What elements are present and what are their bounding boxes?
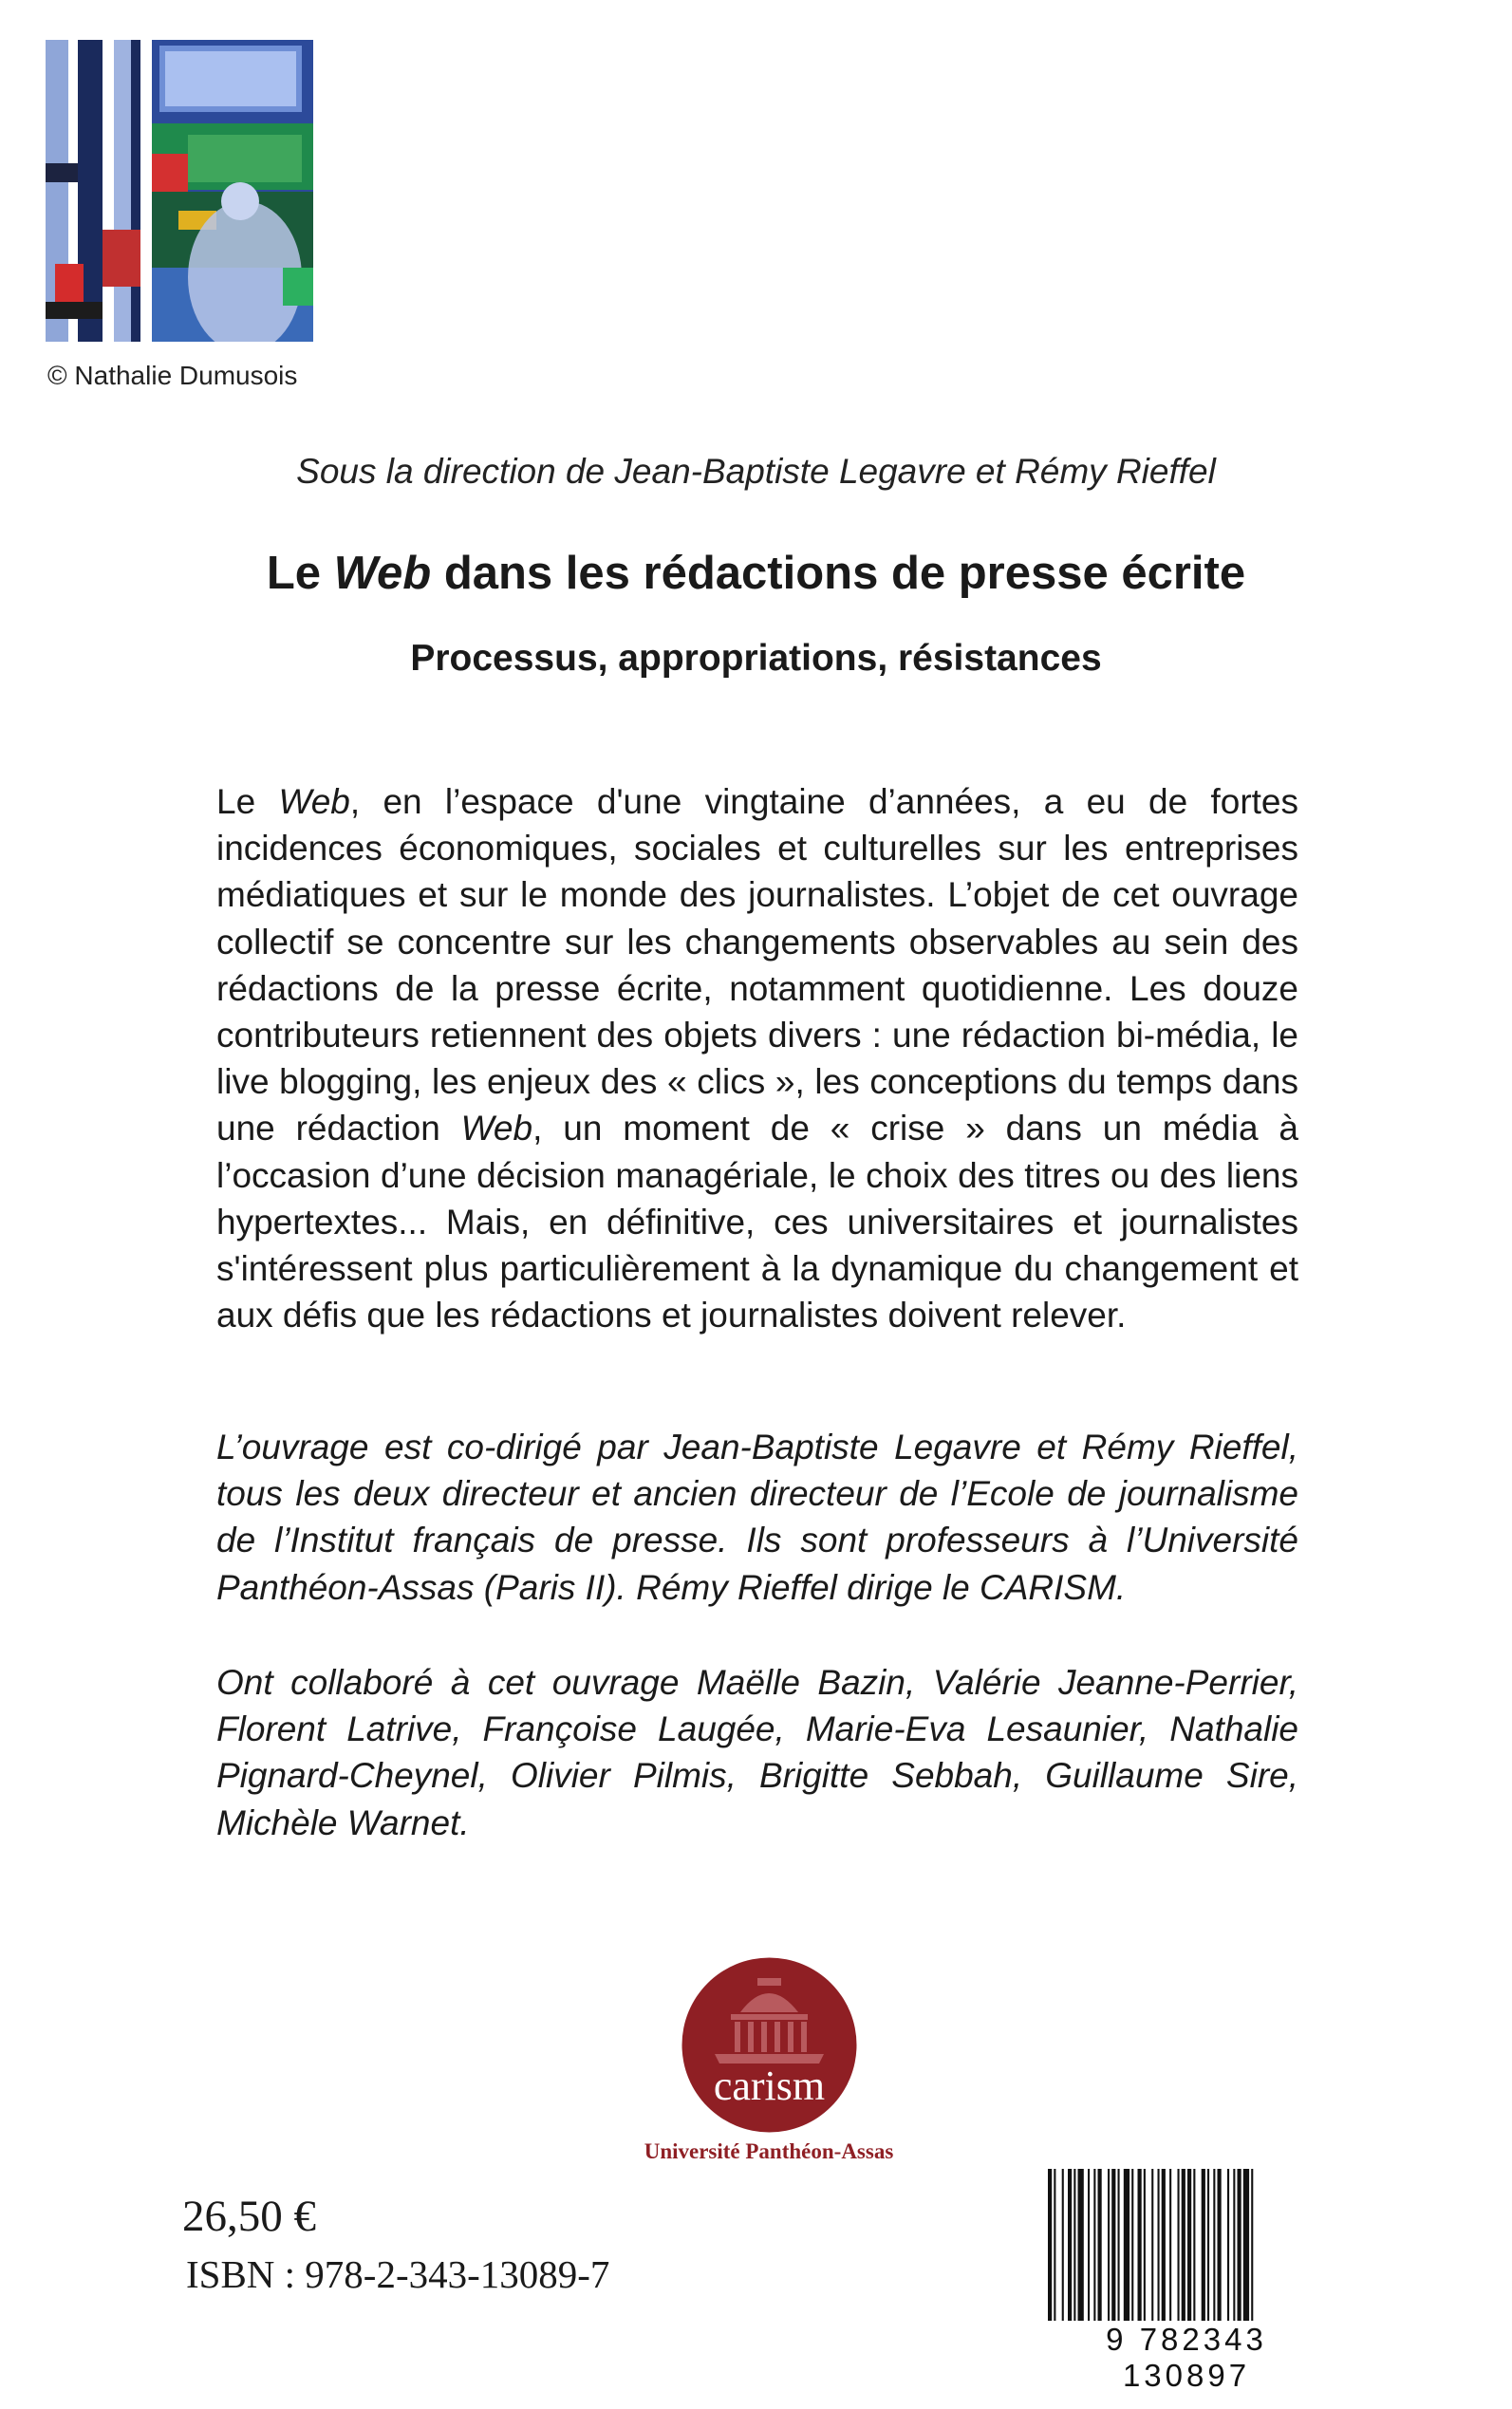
cover-artwork bbox=[46, 40, 313, 342]
barcode-bar bbox=[1108, 2169, 1110, 2321]
barcode-bar bbox=[1093, 2169, 1095, 2321]
barcode-bar bbox=[1124, 2169, 1129, 2321]
barcode-digits: 9 782343 130897 bbox=[1106, 2322, 1267, 2393]
barcode-bar bbox=[1062, 2169, 1064, 2321]
price: 26,50 € bbox=[182, 2192, 316, 2241]
barcode-bar bbox=[1151, 2169, 1153, 2321]
summary-paragraph: Le Web, en l’espace d'une vingtaine d’années, a eu de fortes incidences économiques, sociales et culturelles sur les entreprises médiatiques et sur le monde des journalistes. L’objet de cet ouvrage collectif se concentre sur les changements observables au sein des rédactions de la presse écrite, notamment quotidienne. Les douze contributeurs retiennent des objets divers : une rédaction bi-média, le live blogging, les enjeux des « clics », les conceptions du temps dans une rédaction Web, un moment de « crise » dans un média à l’occasion d’une décision managériale, le choix des titres ou des liens hypertextes... Mais, en définitive, ces universitaires et journalistes s'intéressent plus particulièrement à la dynamique du changement et aux défis que les rédactions et journalistes doivent relever. bbox=[216, 782, 1299, 1335]
book-subtitle: Processus, appropriations, résistances bbox=[410, 638, 1102, 679]
barcode-bar bbox=[1144, 2169, 1146, 2321]
directors-paragraph: L’ouvrage est co-dirigé par Jean-Baptiste Legavre et Rémy Rieffel, tous les deux directeur et ancien directeur de l’Ecole de journalisme de l’Institut français de presse. Ils sont professeurs à l’Université Panthéon-Assas (Paris II). Rémy Rieffel dirige le CARISM. bbox=[216, 1428, 1298, 1607]
barcode-bar bbox=[1178, 2169, 1180, 2321]
barcode-bar bbox=[1068, 2169, 1072, 2321]
barcode-bar bbox=[1187, 2169, 1191, 2321]
barcode-bar bbox=[1193, 2169, 1195, 2321]
barcode-bar bbox=[1118, 2169, 1120, 2321]
barcode-bar bbox=[1158, 2169, 1160, 2321]
barcode-bar bbox=[1098, 2169, 1102, 2321]
barcode-bar bbox=[1111, 2169, 1115, 2321]
barcode-bar bbox=[1243, 2169, 1249, 2321]
barcode-bar bbox=[1182, 2169, 1185, 2321]
barcode-bar bbox=[1227, 2169, 1229, 2321]
barcode-bar bbox=[1238, 2169, 1241, 2321]
barcode-bar bbox=[1251, 2169, 1253, 2321]
barcode-bar bbox=[1078, 2169, 1084, 2321]
barcode-bar bbox=[1207, 2169, 1209, 2321]
barcode bbox=[1044, 2169, 1329, 2321]
barcode-bar bbox=[1218, 2169, 1222, 2321]
barcode-bar bbox=[1088, 2169, 1090, 2321]
contributors-paragraph: Ont collaboré à cet ouvrage Maëlle Bazin, Valérie Jeanne-Perrier, Florent Latrive, Françoise Laugée, Marie-Eva Lesaunier, Nathalie Pignard-Cheynel, Olivier Pilmis, Brigitte Sebbah, Guillaume Sire, Michèle Warnet. bbox=[216, 1663, 1298, 1842]
university-name: Université Panthéon-Assas bbox=[644, 2139, 894, 2163]
isbn: ISBN : 978-2-343-13089-7 bbox=[186, 2252, 610, 2296]
book-title: Le Web dans les rédactions de presse écrite bbox=[266, 548, 1246, 599]
logo-wordmark: carism bbox=[713, 2063, 826, 2109]
barcode-bar bbox=[1138, 2169, 1142, 2321]
barcode-bar bbox=[1169, 2169, 1171, 2321]
barcode-bar bbox=[1213, 2169, 1215, 2321]
barcode-bar bbox=[1054, 2169, 1055, 2321]
barcode-bar bbox=[1233, 2169, 1235, 2321]
barcode-bar bbox=[1202, 2169, 1205, 2321]
carism-logo bbox=[681, 1957, 857, 2133]
barcode-bar bbox=[1073, 2169, 1075, 2321]
cover-credit: © Nathalie Dumusois bbox=[47, 361, 298, 390]
barcode-bar bbox=[1131, 2169, 1133, 2321]
barcode-bar bbox=[1048, 2169, 1052, 2321]
editors-line: Sous la direction de Jean-Baptiste Legavre et Rémy Rieffel bbox=[296, 452, 1216, 491]
barcode-bar bbox=[1162, 2169, 1166, 2321]
